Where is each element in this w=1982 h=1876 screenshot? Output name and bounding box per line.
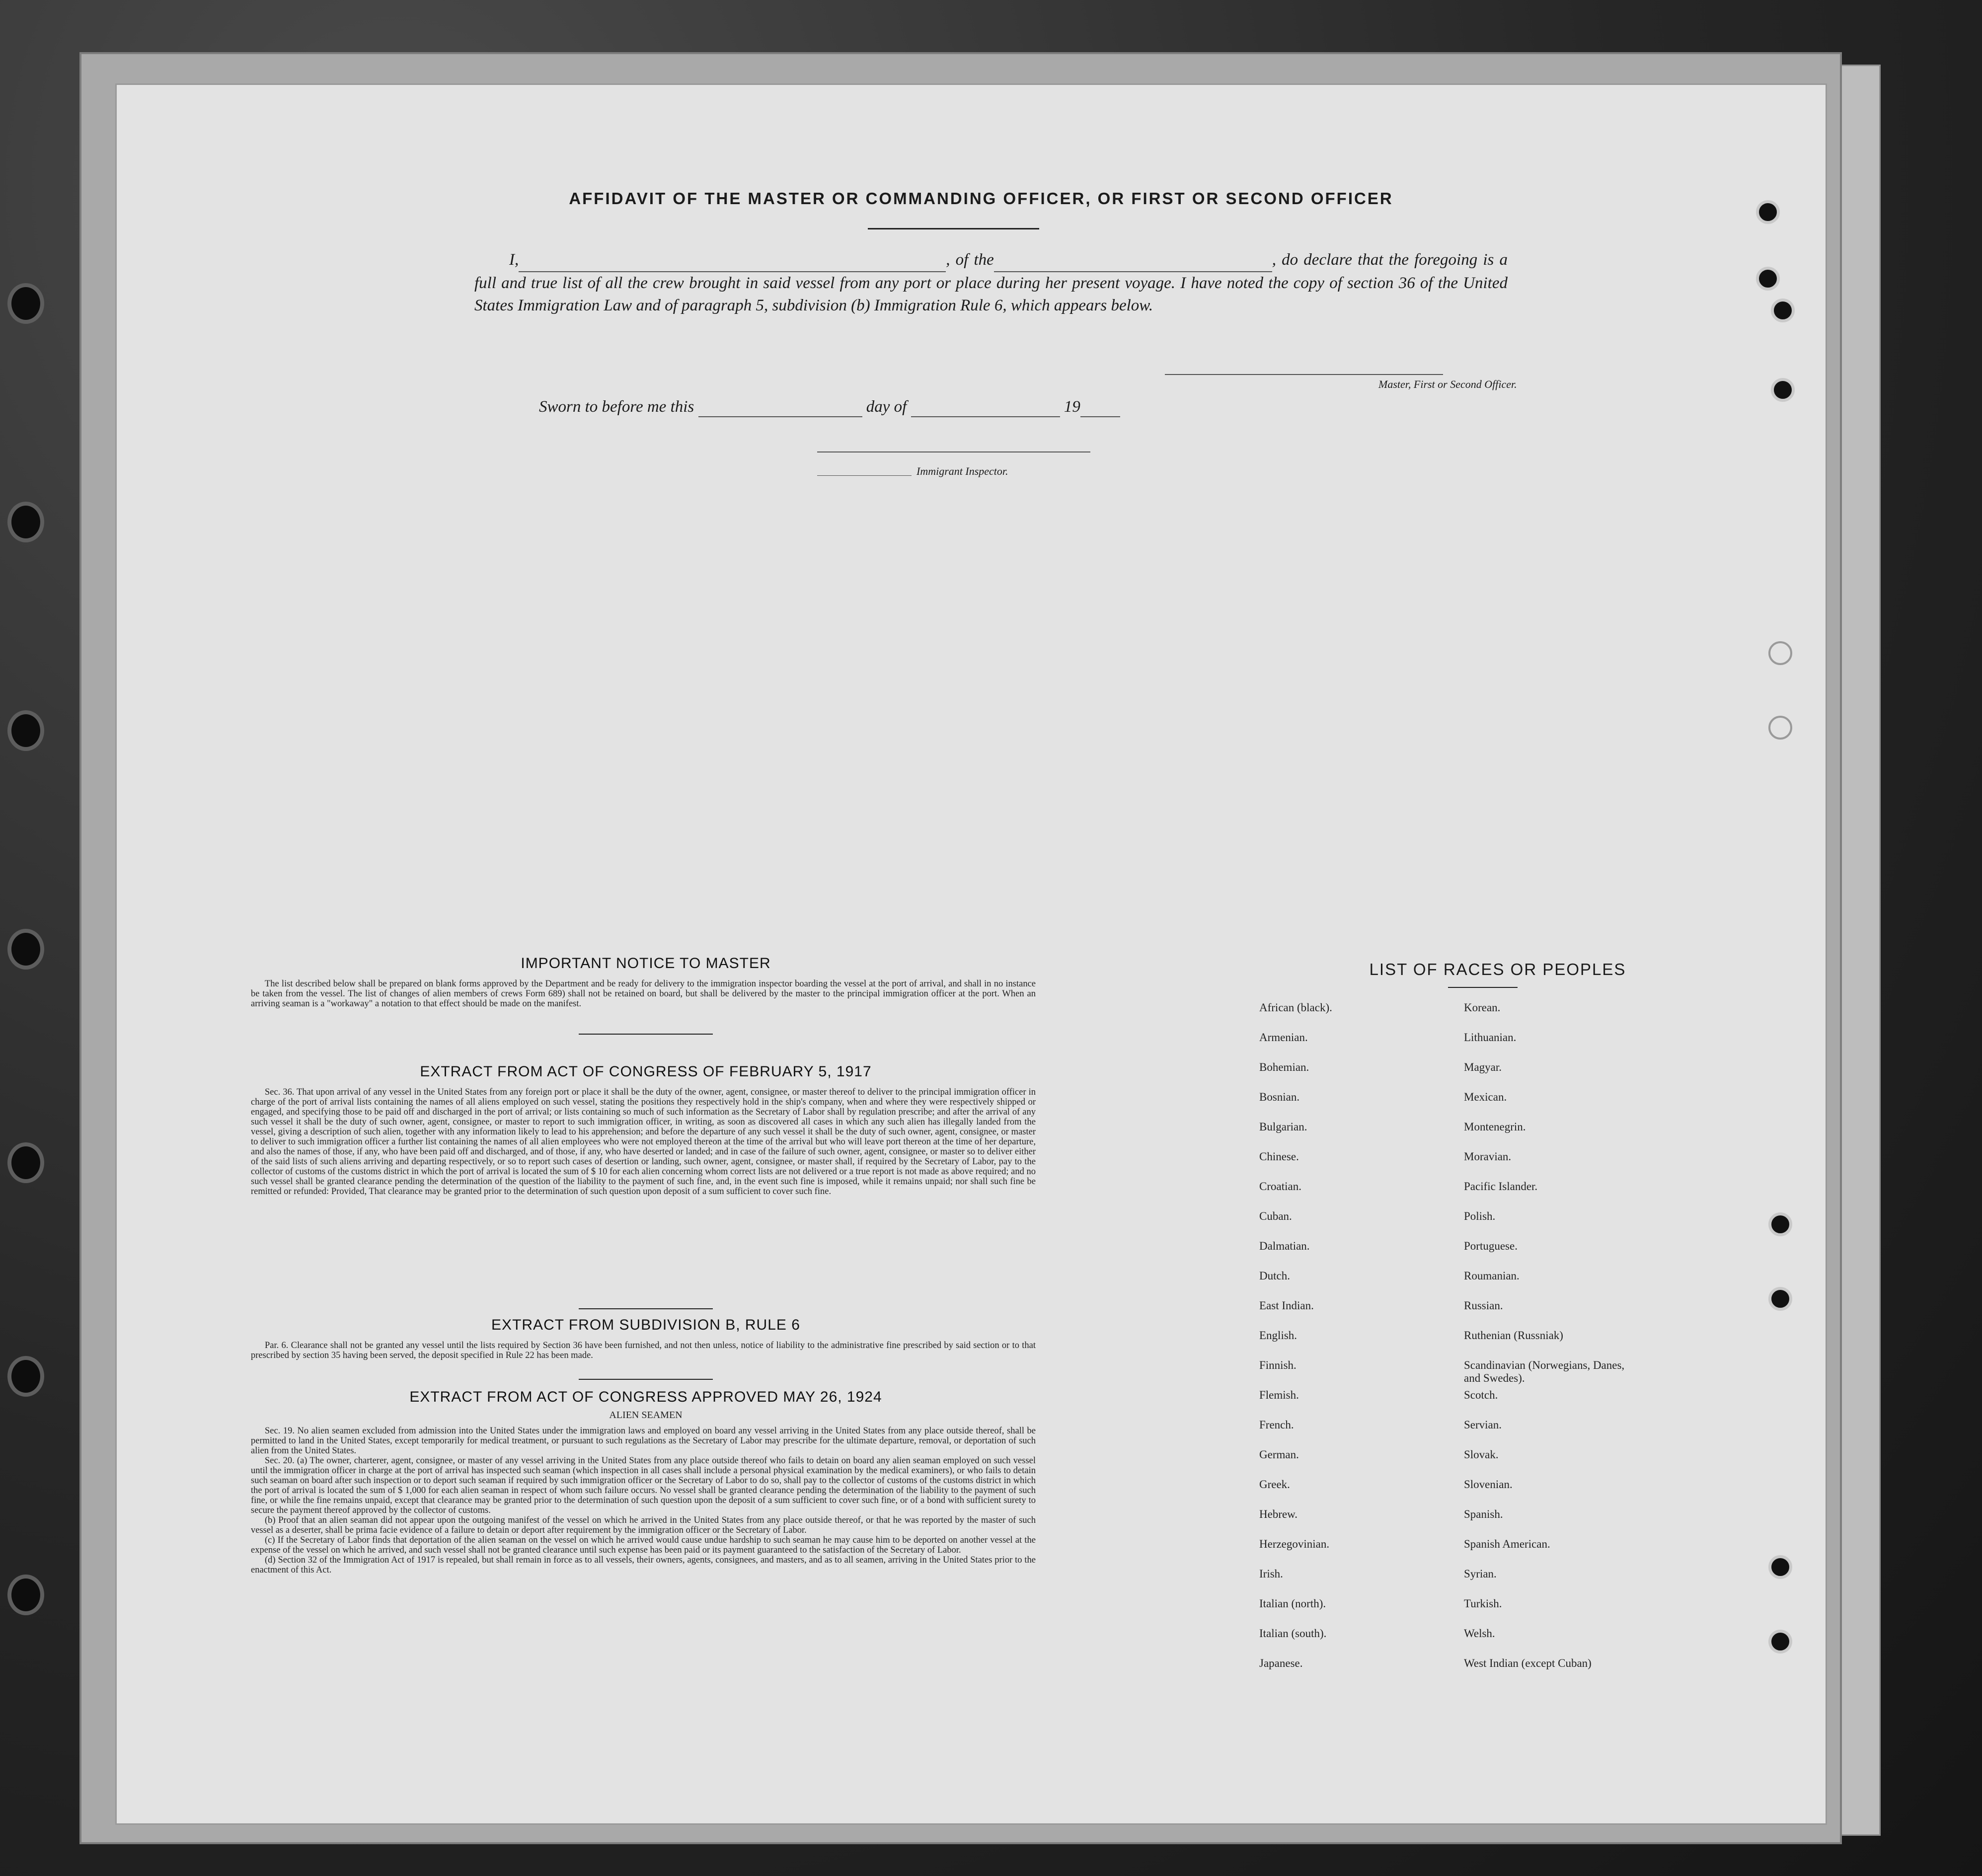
race-item: Finnish. (1259, 1359, 1296, 1371)
signature-line (1165, 374, 1443, 375)
section-divider (579, 1034, 713, 1035)
race-item: Herzegovinian. (1259, 1538, 1330, 1550)
race-item: Slovak. (1464, 1448, 1499, 1461)
race-item: Russian. (1464, 1299, 1503, 1312)
race-item: Japanese. (1259, 1657, 1303, 1669)
race-item: Welsh. (1464, 1627, 1495, 1640)
race-item: Ruthenian (Russniak) (1464, 1329, 1563, 1342)
day-blank (698, 398, 862, 417)
race-item: Italian (north). (1259, 1597, 1326, 1610)
race-item: Spanish American. (1464, 1538, 1550, 1550)
race-item: Syrian. (1464, 1568, 1497, 1580)
notice-title: IMPORTANT NOTICE TO MASTER (521, 955, 771, 972)
extract-1924-subtitle: ALIEN SEAMEN (609, 1410, 683, 1421)
race-item: Croatian. (1259, 1180, 1301, 1193)
sworn-prefix: Sworn to before me this (539, 398, 694, 416)
race-item: Moravian. (1464, 1150, 1512, 1163)
inspector-line (817, 451, 1090, 452)
race-item: Slovenian. (1464, 1478, 1513, 1491)
race-item: Portuguese. (1464, 1240, 1518, 1252)
name-blank (519, 249, 946, 272)
binder-hole-icon (7, 710, 44, 751)
inspector-line-2 (817, 475, 912, 476)
punch-hole-icon (1768, 1212, 1792, 1236)
race-item: Lithuanian. (1464, 1031, 1517, 1044)
race-item: Irish. (1259, 1568, 1283, 1580)
race-item: African (black). (1259, 1001, 1332, 1014)
race-item: Montenegrin. (1464, 1121, 1526, 1133)
affidavit-body (474, 249, 1508, 317)
punch-hole-icon (1768, 641, 1792, 665)
race-item: Magyar. (1464, 1061, 1502, 1073)
extract-1917-paragraph: Sec. 36. That upon arrival of any vessel in the United States from any foreign port or place it shall be the duty of the owner, agent, consignee, or master thereof to deliver to the principal immigration officer in charge of the port of arrival lists containing the names of all aliens employed on such vessel, stating the positions they respectively hold in the ship's company, when and where they were respectively shipped or engaged, and specifying those to be paid off and discharged in the port of arrival; or lists containing so much of such information as the Secretary of Labor shall by regulation prescribe; and after the arrival of any such vessel it shall be the duty of such owner, agent, consignee, or master to report to such immigration officer, in writing, as soon as discovered all cases in which any such alien has illegally landed from the vessel, giving a description of such alien, together with any information likely to lead to his apprehension; and before the departure of any such vessel it shall be the duty of such owner, agent, consignee, or master to deliver to such immigration officer a further list containing the names of all alien employees who were not employed thereon at the time of the arrival but who will leave port thereon at the time of her departure, and also the names of those, if any, who have been paid off and discharged, and of those, if any, who have deserted or landed; and in case of the failure of such owner, agent, consignee, or master so to deliver either of the said lists of such aliens arriving and departing respectively, or so to report such cases of desertion or landing, such owner, agent, consignee, or master shall, if required by the Secretary of Labor, pay to the collector of customs of the customs district in which the port of arrival is located the sum of $ 10 for each alien concerning whom correct lists are not delivered or a true report is not made as above required; and no such vessel shall be granted clearance pending the determination of the question of the liability to the payment of such fine, and, in the event such fine is imposed, while it remains unpaid; nor shall such fine be remitted or refunded: Provided, That clearance may be granted prior to the determination of such question upon deposit of a sum sufficient to cover such fine. (251, 1087, 1036, 1197)
race-item: Mexican. (1464, 1091, 1507, 1103)
race-item: Pacific Islander. (1464, 1180, 1538, 1193)
extract-rule6-title: EXTRACT FROM SUBDIVISION B, RULE 6 (491, 1317, 800, 1333)
title-divider (868, 228, 1039, 229)
binder-hole-icon (7, 1575, 44, 1615)
race-item: Scotch. (1464, 1389, 1498, 1401)
race-item: Korean. (1464, 1001, 1501, 1014)
race-item: Turkish. (1464, 1597, 1502, 1610)
race-item: German. (1259, 1448, 1299, 1461)
punch-hole-icon (1771, 378, 1795, 402)
race-item: Armenian. (1259, 1031, 1308, 1044)
sworn-day: day of (866, 398, 907, 416)
punch-hole-icon (1771, 299, 1795, 322)
binder-hole-icon (7, 929, 44, 970)
binder-hole-icon (7, 1142, 44, 1183)
race-item: Dalmatian. (1259, 1240, 1310, 1252)
sworn-line (539, 398, 1120, 417)
sworn-year: 19 (1064, 398, 1080, 416)
inspector-caption: Immigrant Inspector. (916, 465, 1008, 477)
race-item: Roumanian. (1464, 1270, 1520, 1282)
race-item: French. (1259, 1419, 1294, 1431)
extract-1924-sec19: Sec. 19. No alien seamen excluded from admission into the United States under the immigration laws and employed on board any vessel arriving in the United States from any place outside thereof, shall be permitted to land in the United States, except temporarily for medical treatment, or pursuant to such regulations as the Secretary of Labor may prescribe for the ultimate departure, removal, or deportation of such alien from the United States. (251, 1426, 1036, 1456)
races-title: LIST OF RACES OR PEOPLES (1369, 960, 1626, 978)
race-item: East Indian. (1259, 1299, 1314, 1312)
race-item: Cuban. (1259, 1210, 1292, 1222)
vessel-blank (994, 249, 1272, 272)
extract-1924-sec20c: (c) If the Secretary of Labor finds that deportation of the alien seaman on the vessel on which he arrived would cause undue hardship to such seaman he may cause him to be deported on another vessel at the expense of the vessel on which he arrived, and such vessel shall not be granted clearance until such expense has been paid or its payment guaranteed to the satisfaction of the Secretary of Labor. (251, 1535, 1036, 1555)
affidavit-title: AFFIDAVIT OF THE MASTER OR COMMANDING OFFICER, OR FIRST OR SECOND OFFICER (569, 189, 1393, 208)
race-item: Italian (south). (1259, 1627, 1327, 1640)
extract-1917-title: EXTRACT FROM ACT OF CONGRESS OF FEBRUARY 5, 1917 (420, 1063, 872, 1080)
affidavit-i: I, (509, 251, 519, 269)
affidavit-declare: , do declare (1272, 251, 1353, 269)
punch-hole-icon (1768, 716, 1792, 740)
section-divider (579, 1308, 713, 1309)
notice-paragraph: The list described below shall be prepared on blank forms approved by the Department and be ready for delivery to the immigration inspector boarding the vessel at the port of arrival, and shall in no instance be taken from the vessel. The list of changes of alien members of crews Form 689) shall not be retained on board, but shall be delivered by the master to the principal immigration officer at the port. When an arriving seaman is a "workaway" a notation to that effect should be made on the manifest. (251, 979, 1036, 1009)
races-right-column (1464, 1001, 1643, 1687)
binder-hole-icon (7, 283, 44, 324)
race-item: Bulgarian. (1259, 1121, 1307, 1133)
extract-1924-sec20a: Sec. 20. (a) The owner, charterer, agent, consignee, or master of any vessel arriving in the United States from any place outside thereof who fails to detain on board any alien seaman employed on such vessel until the immigration officer in charge at the port of arrival has inspected such seaman (which inspection in all cases shall include a personal physical examination by the medical examiners), or who fails to detain such seaman on board after such inspection or to deport such seaman if required by such immigration officer or the Secretary of Labor to do so, shall pay to the collector of customs of the customs district in which the port of arrival is located the sum of $ 1,000 for each alien seaman in respect of whom such failure occurs. No vessel shall be granted clearance pending the determination of the liability to the payment of such fine, or while the fine remains unpaid, except that clearance may be granted prior to the determination of such question upon the deposit of a sum sufficient to cover such fine, or of a bond with sufficient surety to secure the payment thereof approved by the collector of customs. (251, 1456, 1036, 1515)
race-item: Scandinavian (Norwegians, Danes, and Swedes). (1464, 1359, 1625, 1384)
race-item: Polish. (1464, 1210, 1496, 1222)
binder-hole-icon (7, 502, 44, 542)
race-item: Chinese. (1259, 1150, 1299, 1163)
punch-hole-icon (1768, 1630, 1792, 1653)
punch-hole-icon (1756, 200, 1780, 224)
notice-text (251, 979, 1036, 1009)
affidavit-of-the: , of the (946, 251, 994, 269)
race-item: Bohemian. (1259, 1061, 1309, 1073)
punch-hole-icon (1768, 1555, 1792, 1579)
section-divider (579, 1379, 713, 1380)
extract-1924-text (251, 1426, 1036, 1575)
signature-caption: Master, First or Second Officer. (1378, 378, 1517, 390)
race-item: Flemish. (1259, 1389, 1299, 1401)
race-item: Bosnian. (1259, 1091, 1300, 1103)
punch-hole-icon (1768, 1287, 1792, 1311)
races-left-column (1259, 1001, 1332, 1687)
extract-rule6-paragraph: Par. 6. Clearance shall not be granted any vessel until the lists required by Section 36 have been furnished, and not then unless, notice of liability to the administrative fine prescribed by said section or to that prescribed by section 35 having been served, the deposit specified in Rule 22 has been made. (251, 1341, 1036, 1360)
races-divider (1448, 987, 1518, 988)
affidavit-statement: that the foregoing is a full and true list of all the crew brought in said vessel from any port or place during her present voyage. I have noted the copy of section 36 of the United States Immigration Law and of paragraph 5, subdivision (b) Immigration Rule 6, which appears below. (474, 251, 1508, 314)
race-item: English. (1259, 1329, 1297, 1342)
race-item: Spanish. (1464, 1508, 1503, 1520)
race-item: Servian. (1464, 1419, 1502, 1431)
race-item: Dutch. (1259, 1270, 1290, 1282)
extract-1924-sec20b: (b) Proof that an alien seaman did not appear upon the outgoing manifest of the vessel on which he arrived in the United States from any place outside thereof, or that he was reported by the master of such vessel as a deserter, shall be prima facie evidence of a failure to detain or deport after requirement by the immigration officer or the Secretary of Labor. (251, 1515, 1036, 1535)
extract-1924-sec20d: (d) Section 32 of the Immigration Act of 1917 is repealed, but shall remain in force as to all vessels, their owners, agents, consignees, and masters, and as to all seamen, arriving in the United States prior to the enactment of this Act. (251, 1555, 1036, 1575)
year-blank (1080, 398, 1120, 417)
extract-1924-title: EXTRACT FROM ACT OF CONGRESS APPROVED MAY 26, 1924 (409, 1389, 882, 1405)
month-blank (911, 398, 1060, 417)
race-item: West Indian (except Cuban) (1464, 1657, 1592, 1669)
race-item: Greek. (1259, 1478, 1290, 1491)
binder-hole-icon (7, 1356, 44, 1397)
punch-hole-icon (1756, 267, 1780, 291)
manifest-page (115, 83, 1827, 1825)
race-item: Hebrew. (1259, 1508, 1298, 1520)
extract-1917-text (251, 1087, 1036, 1197)
extract-rule6-text (251, 1341, 1036, 1360)
